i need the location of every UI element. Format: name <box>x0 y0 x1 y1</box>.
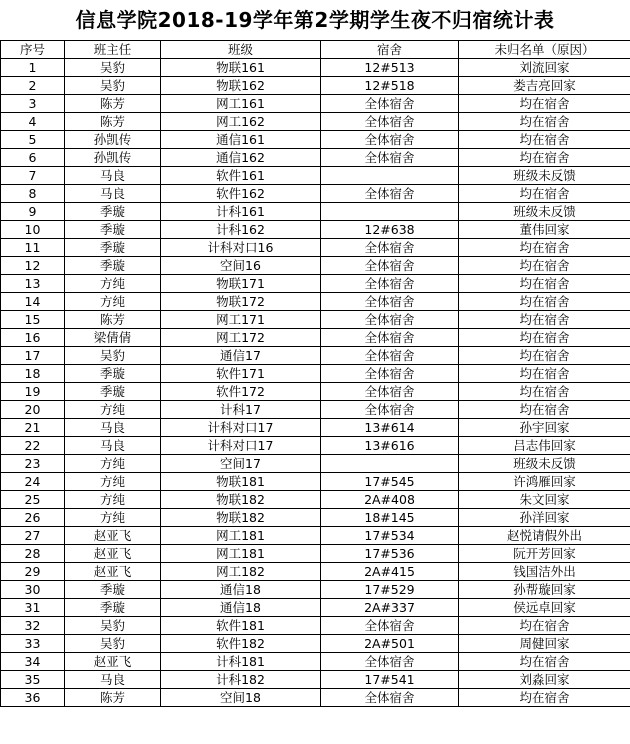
cell-absentees: 均在宿舍 <box>459 347 630 365</box>
cell-index: 33 <box>1 635 65 653</box>
cell-dorm: 2A#415 <box>321 563 459 581</box>
cell-teacher: 吴豹 <box>65 617 161 635</box>
cell-teacher: 方纯 <box>65 509 161 527</box>
table-row <box>1 653 630 671</box>
cell-index: 16 <box>1 329 65 347</box>
cell-teacher: 方纯 <box>65 401 161 419</box>
cell-dorm: 全体宿舍 <box>321 617 459 635</box>
table-row <box>1 311 630 329</box>
cell-teacher: 孙凯传 <box>65 131 161 149</box>
table-row <box>1 599 630 617</box>
cell-class: 物联161 <box>161 59 321 77</box>
table-row <box>1 635 630 653</box>
table-row <box>1 149 630 167</box>
cell-teacher: 方纯 <box>65 455 161 473</box>
header-teacher: 班主任 <box>65 41 161 59</box>
cell-absentees: 刘淼回家 <box>459 671 630 689</box>
cell-class: 物联171 <box>161 275 321 293</box>
header-row <box>1 41 630 59</box>
cell-teacher: 陈芳 <box>65 95 161 113</box>
cell-class: 软件172 <box>161 383 321 401</box>
cell-index: 22 <box>1 437 65 455</box>
table-row <box>1 113 630 131</box>
cell-absentees: 孙洋回家 <box>459 509 630 527</box>
table-row <box>1 131 630 149</box>
cell-dorm: 全体宿舍 <box>321 113 459 131</box>
table-row <box>1 509 630 527</box>
cell-teacher: 赵亚飞 <box>65 563 161 581</box>
cell-class: 网工182 <box>161 563 321 581</box>
cell-class: 网工181 <box>161 527 321 545</box>
cell-teacher: 陈芳 <box>65 689 161 707</box>
cell-index: 28 <box>1 545 65 563</box>
cell-teacher: 季璇 <box>65 599 161 617</box>
cell-index: 25 <box>1 491 65 509</box>
cell-index: 17 <box>1 347 65 365</box>
cell-class: 软件162 <box>161 185 321 203</box>
cell-class: 物联182 <box>161 509 321 527</box>
cell-dorm: 全体宿舍 <box>321 257 459 275</box>
cell-absentees: 均在宿舍 <box>459 185 630 203</box>
cell-absentees: 均在宿舍 <box>459 365 630 383</box>
cell-dorm <box>321 167 459 185</box>
cell-index: 13 <box>1 275 65 293</box>
cell-index: 9 <box>1 203 65 221</box>
cell-index: 12 <box>1 257 65 275</box>
cell-dorm: 17#536 <box>321 545 459 563</box>
cell-index: 21 <box>1 419 65 437</box>
cell-index: 5 <box>1 131 65 149</box>
cell-index: 35 <box>1 671 65 689</box>
cell-class: 软件182 <box>161 635 321 653</box>
cell-absentees: 均在宿舍 <box>459 275 630 293</box>
cell-class: 计科162 <box>161 221 321 239</box>
cell-dorm: 全体宿舍 <box>321 293 459 311</box>
cell-absentees: 周健回家 <box>459 635 630 653</box>
cell-teacher: 季璇 <box>65 365 161 383</box>
table-row <box>1 545 630 563</box>
table-row <box>1 257 630 275</box>
cell-dorm: 12#518 <box>321 77 459 95</box>
cell-dorm: 12#638 <box>321 221 459 239</box>
cell-teacher: 吴豹 <box>65 347 161 365</box>
cell-dorm: 12#513 <box>321 59 459 77</box>
cell-index: 1 <box>1 59 65 77</box>
cell-absentees: 娄吉亮回家 <box>459 77 630 95</box>
cell-index: 8 <box>1 185 65 203</box>
cell-absentees: 侯远卓回家 <box>459 599 630 617</box>
cell-absentees: 钱国洁外出 <box>459 563 630 581</box>
cell-class: 计科181 <box>161 653 321 671</box>
cell-absentees: 均在宿舍 <box>459 95 630 113</box>
cell-teacher: 陈芳 <box>65 113 161 131</box>
cell-class: 计科对口17 <box>161 437 321 455</box>
cell-class: 通信18 <box>161 581 321 599</box>
header-absentees: 未归名单（原因） <box>459 41 630 59</box>
cell-dorm: 全体宿舍 <box>321 365 459 383</box>
cell-absentees: 班级未反馈 <box>459 203 630 221</box>
cell-teacher: 陈芳 <box>65 311 161 329</box>
cell-dorm: 全体宿舍 <box>321 275 459 293</box>
cell-index: 6 <box>1 149 65 167</box>
cell-dorm: 全体宿舍 <box>321 689 459 707</box>
cell-absentees: 赵悦请假外出 <box>459 527 630 545</box>
cell-index: 19 <box>1 383 65 401</box>
cell-absentees: 朱文回家 <box>459 491 630 509</box>
cell-dorm: 全体宿舍 <box>321 131 459 149</box>
cell-class: 通信18 <box>161 599 321 617</box>
cell-dorm <box>321 455 459 473</box>
table-row <box>1 473 630 491</box>
table-row <box>1 347 630 365</box>
cell-class: 网工161 <box>161 95 321 113</box>
cell-teacher: 马良 <box>65 185 161 203</box>
cell-class: 网工181 <box>161 545 321 563</box>
cell-teacher: 季璇 <box>65 239 161 257</box>
cell-class: 计科对口16 <box>161 239 321 257</box>
table-row <box>1 401 630 419</box>
cell-teacher: 方纯 <box>65 491 161 509</box>
table-row <box>1 203 630 221</box>
cell-teacher: 季璇 <box>65 257 161 275</box>
cell-absentees: 刘流回家 <box>459 59 630 77</box>
cell-index: 2 <box>1 77 65 95</box>
cell-dorm: 全体宿舍 <box>321 149 459 167</box>
table-row <box>1 527 630 545</box>
table-row <box>1 437 630 455</box>
cell-class: 软件161 <box>161 167 321 185</box>
cell-teacher: 季璇 <box>65 581 161 599</box>
table-row <box>1 617 630 635</box>
cell-class: 计科182 <box>161 671 321 689</box>
cell-index: 30 <box>1 581 65 599</box>
cell-teacher: 赵亚飞 <box>65 545 161 563</box>
cell-class: 空间18 <box>161 689 321 707</box>
header-class: 班级 <box>161 41 321 59</box>
table-row <box>1 563 630 581</box>
cell-index: 32 <box>1 617 65 635</box>
cell-dorm: 全体宿舍 <box>321 311 459 329</box>
cell-absentees: 均在宿舍 <box>459 293 630 311</box>
cell-index: 18 <box>1 365 65 383</box>
cell-dorm: 13#616 <box>321 437 459 455</box>
cell-index: 34 <box>1 653 65 671</box>
cell-dorm: 17#529 <box>321 581 459 599</box>
table-row <box>1 239 630 257</box>
cell-dorm: 全体宿舍 <box>321 95 459 113</box>
cell-class: 物联162 <box>161 77 321 95</box>
cell-class: 通信17 <box>161 347 321 365</box>
cell-teacher: 马良 <box>65 671 161 689</box>
cell-dorm: 全体宿舍 <box>321 185 459 203</box>
cell-teacher: 马良 <box>65 437 161 455</box>
cell-dorm: 全体宿舍 <box>321 383 459 401</box>
cell-absentees: 均在宿舍 <box>459 131 630 149</box>
cell-index: 23 <box>1 455 65 473</box>
cell-teacher: 吴豹 <box>65 59 161 77</box>
cell-index: 29 <box>1 563 65 581</box>
cell-index: 36 <box>1 689 65 707</box>
cell-absentees: 均在宿舍 <box>459 311 630 329</box>
cell-dorm: 全体宿舍 <box>321 239 459 257</box>
table-row <box>1 419 630 437</box>
cell-teacher: 马良 <box>65 419 161 437</box>
table-row <box>1 329 630 347</box>
cell-class: 网工172 <box>161 329 321 347</box>
cell-class: 计科161 <box>161 203 321 221</box>
cell-dorm: 17#541 <box>321 671 459 689</box>
table-row <box>1 77 630 95</box>
cell-dorm: 全体宿舍 <box>321 401 459 419</box>
cell-dorm: 18#145 <box>321 509 459 527</box>
cell-absentees: 阮开芳回家 <box>459 545 630 563</box>
cell-absentees: 均在宿舍 <box>459 383 630 401</box>
cell-teacher: 吴豹 <box>65 635 161 653</box>
cell-teacher: 梁倩倩 <box>65 329 161 347</box>
cell-teacher: 方纯 <box>65 275 161 293</box>
cell-index: 11 <box>1 239 65 257</box>
cell-teacher: 方纯 <box>65 293 161 311</box>
cell-class: 物联172 <box>161 293 321 311</box>
cell-teacher: 季璇 <box>65 221 161 239</box>
cell-teacher: 马良 <box>65 167 161 185</box>
cell-absentees: 均在宿舍 <box>459 617 630 635</box>
cell-dorm: 全体宿舍 <box>321 653 459 671</box>
cell-absentees: 均在宿舍 <box>459 653 630 671</box>
cell-teacher: 吴豹 <box>65 77 161 95</box>
cell-absentees: 均在宿舍 <box>459 149 630 167</box>
table-row <box>1 383 630 401</box>
header-index: 序号 <box>1 41 65 59</box>
cell-class: 网工171 <box>161 311 321 329</box>
cell-absentees: 均在宿舍 <box>459 239 630 257</box>
table-row <box>1 185 630 203</box>
table-row <box>1 95 630 113</box>
cell-absentees: 均在宿舍 <box>459 689 630 707</box>
cell-teacher: 赵亚飞 <box>65 527 161 545</box>
cell-dorm <box>321 203 459 221</box>
cell-dorm: 17#534 <box>321 527 459 545</box>
cell-dorm: 17#545 <box>321 473 459 491</box>
cell-absentees: 均在宿舍 <box>459 329 630 347</box>
cell-dorm: 2A#408 <box>321 491 459 509</box>
cell-index: 10 <box>1 221 65 239</box>
table-row <box>1 689 630 707</box>
table-row <box>1 491 630 509</box>
cell-absentees: 均在宿舍 <box>459 257 630 275</box>
cell-index: 26 <box>1 509 65 527</box>
header-dorm: 宿舍 <box>321 41 459 59</box>
cell-class: 计科17 <box>161 401 321 419</box>
cell-absentees: 吕志伟回家 <box>459 437 630 455</box>
cell-teacher: 季璇 <box>65 203 161 221</box>
table-row <box>1 275 630 293</box>
cell-absentees: 班级未反馈 <box>459 455 630 473</box>
cell-index: 15 <box>1 311 65 329</box>
cell-dorm: 13#614 <box>321 419 459 437</box>
statistics-table <box>0 41 630 707</box>
cell-absentees: 均在宿舍 <box>459 113 630 131</box>
table-row <box>1 293 630 311</box>
sheet-title: 信息学院2018-19学年第2学期学生夜不归宿统计表 <box>0 0 630 41</box>
cell-index: 27 <box>1 527 65 545</box>
table-row <box>1 671 630 689</box>
cell-absentees: 孙宇回家 <box>459 419 630 437</box>
table-row <box>1 221 630 239</box>
cell-class: 软件171 <box>161 365 321 383</box>
cell-index: 7 <box>1 167 65 185</box>
cell-index: 3 <box>1 95 65 113</box>
cell-index: 4 <box>1 113 65 131</box>
cell-class: 通信162 <box>161 149 321 167</box>
cell-index: 24 <box>1 473 65 491</box>
cell-index: 14 <box>1 293 65 311</box>
table-row <box>1 167 630 185</box>
cell-dorm: 2A#501 <box>321 635 459 653</box>
table-row <box>1 455 630 473</box>
cell-absentees: 孙帮璇回家 <box>459 581 630 599</box>
cell-class: 空间16 <box>161 257 321 275</box>
table-row <box>1 365 630 383</box>
cell-dorm: 全体宿舍 <box>321 347 459 365</box>
cell-index: 31 <box>1 599 65 617</box>
cell-teacher: 孙凯传 <box>65 149 161 167</box>
cell-absentees: 均在宿舍 <box>459 401 630 419</box>
cell-teacher: 季璇 <box>65 383 161 401</box>
cell-dorm: 2A#337 <box>321 599 459 617</box>
cell-absentees: 董伟回家 <box>459 221 630 239</box>
table-row <box>1 581 630 599</box>
table-body <box>1 59 630 707</box>
cell-absentees: 许鸿雁回家 <box>459 473 630 491</box>
cell-class: 空间17 <box>161 455 321 473</box>
cell-class: 物联182 <box>161 491 321 509</box>
cell-class: 通信161 <box>161 131 321 149</box>
cell-class: 网工162 <box>161 113 321 131</box>
cell-index: 20 <box>1 401 65 419</box>
cell-teacher: 方纯 <box>65 473 161 491</box>
cell-class: 软件181 <box>161 617 321 635</box>
cell-teacher: 赵亚飞 <box>65 653 161 671</box>
cell-class: 计科对口17 <box>161 419 321 437</box>
table-row <box>1 59 630 77</box>
cell-dorm: 全体宿舍 <box>321 329 459 347</box>
cell-absentees: 班级未反馈 <box>459 167 630 185</box>
cell-class: 物联181 <box>161 473 321 491</box>
